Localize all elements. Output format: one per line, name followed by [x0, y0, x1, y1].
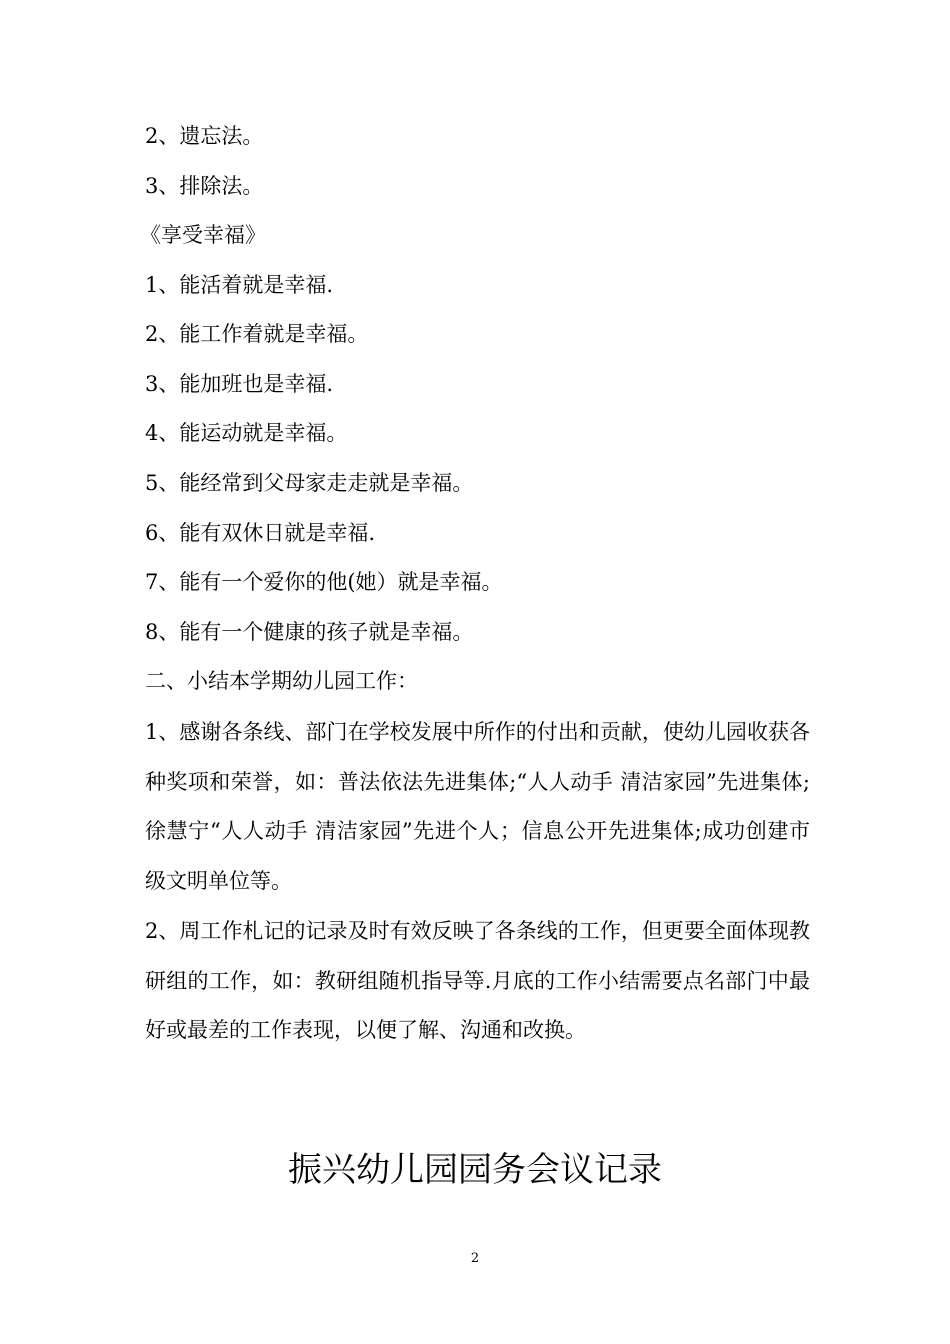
list-item-happiness-6: 6、能有双休日就是幸福.: [145, 521, 376, 545]
section-title-enjoy-happiness: 《享受幸福》: [140, 223, 266, 247]
list-item-happiness-3: 3、能加班也是幸福.: [145, 372, 334, 396]
section-title-semester-summary: 二、小结本学期幼儿园工作：: [145, 669, 418, 693]
paragraph-thanks-departments: 1、感谢各条线、部门在学校发展中所作的付出和贡献，使幼儿园收获各种奖项和荣誉，如：普法依法先进集体;“人人动手 清洁家园”先进集体;徐慧宁“人人动手 清洁家园”先进个人；信息公开先进集体;成功创建市级文明单位等。: [145, 720, 810, 893]
list-item-happiness-8: 8、能有一个健康的孩子就是幸福。: [145, 620, 474, 644]
paragraph-weekly-notes: 2、周工作札记的记录及时有效反映了各条线的工作，但更要全面体现教研组的工作，如：教研组随机指导等.月底的工作小结需要点名部门中最好或最差的工作表现，以便了解、沟通和改换。: [145, 919, 810, 1042]
list-item-happiness-1: 1、能活着就是幸福.: [145, 273, 334, 297]
list-item-forget-method: 2、遗忘法。: [145, 124, 264, 148]
list-item-exclusion-method: 3、排除法。: [145, 174, 264, 198]
list-item-happiness-7: 7、能有一个爱你的他(她）就是幸福。: [145, 570, 503, 594]
list-item-happiness-5: 5、能经常到父母家走走就是幸福。: [145, 471, 474, 495]
page-number: 2: [470, 1251, 480, 1266]
document-heading: 振兴幼儿园园务会议记录: [288, 1150, 662, 1190]
list-item-happiness-2: 2、能工作着就是幸福。: [145, 322, 369, 346]
list-item-happiness-4: 4、能运动就是幸福。: [145, 421, 348, 445]
